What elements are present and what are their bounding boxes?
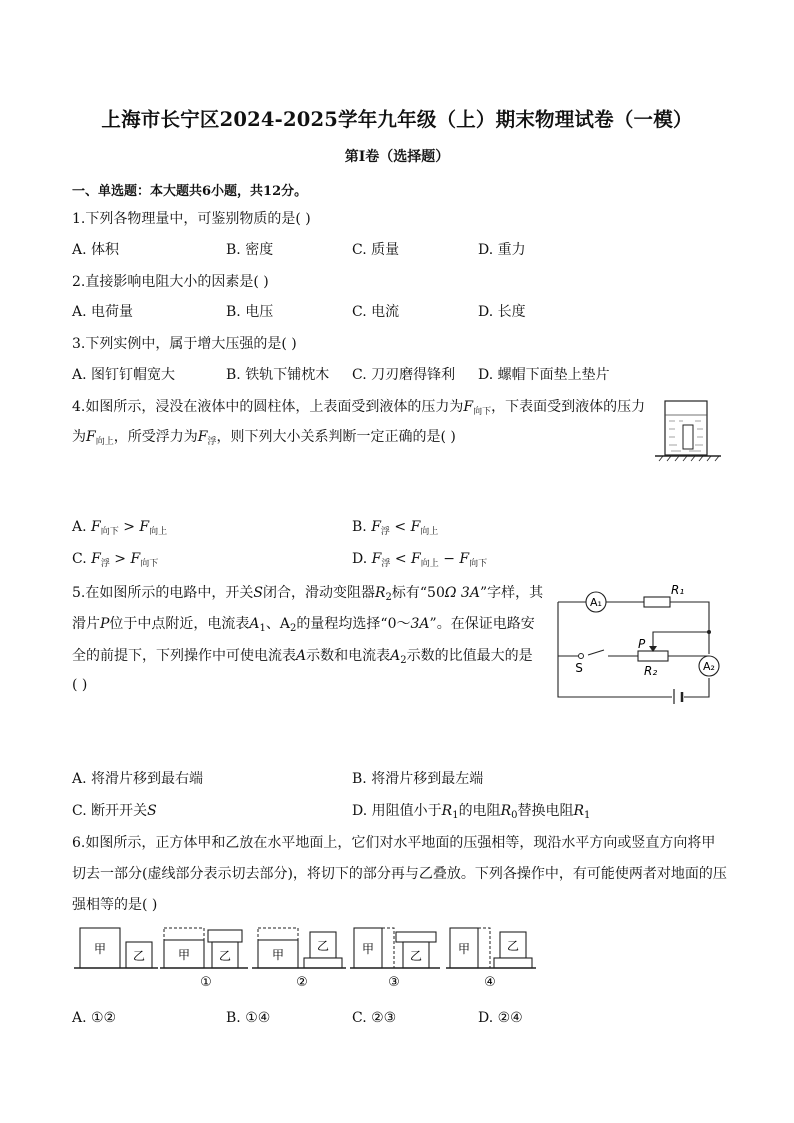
cylinder-in-liquid-figure	[655, 395, 725, 467]
q2-option-d: D. 长度	[478, 304, 526, 320]
q3-option-b: B. 铁轨下铺枕木	[226, 367, 330, 383]
volume-title: 第Ⅰ卷（选择题）	[344, 149, 450, 165]
question-5-line-4: ( )	[72, 677, 88, 693]
figure-case-3	[350, 928, 440, 990]
case-3-number: ③	[388, 975, 400, 990]
svg-text:乙: 乙	[218, 949, 232, 963]
ammeter-a2-label: A₂	[703, 660, 715, 673]
figure-case-1	[160, 928, 248, 990]
case-4-number: ④	[484, 975, 496, 990]
q6-option-d: D. ②④	[478, 1010, 523, 1026]
figure-case-2	[252, 928, 346, 990]
q3-option-d: D. 螺帽下面垫上垫片	[478, 367, 610, 383]
q4-option-a: A. $F_{向下} > F_{向上}$	[72, 519, 168, 537]
switch-contact	[579, 654, 584, 659]
question-5-line-1: 5.在如图所示的电路中，开关S闭合，滑动变阻器$R_2$标有“50Ω 3A”字样，其	[72, 585, 544, 603]
q1-option-a: A. 体积	[72, 242, 120, 258]
question-1-stem: 1.下列各物理量中，可鉴别物质的是( )	[72, 211, 311, 227]
q5-option-b: B. 将滑片移到最左端	[352, 771, 484, 787]
resistor-r1	[644, 597, 670, 607]
q5-option-c: C. 断开开关S	[72, 803, 157, 819]
circuit-diagram	[552, 580, 728, 704]
q6-option-c: C. ②③	[352, 1010, 397, 1026]
svg-text:甲: 甲	[271, 948, 285, 962]
cylinder	[683, 425, 693, 449]
svg-text:甲: 甲	[177, 948, 191, 962]
q3-option-a: A. 图钉钉帽宽大	[72, 367, 176, 383]
question-6-line-2: 切去一部分(虚线部分表示切去部分)，将切下的部分再与乙叠放。下列各操作中，有可能使两者对地面的压	[72, 866, 727, 882]
page-title: 上海市长宁区2024-2025学年九年级（上）期末物理试卷（一模）	[101, 108, 693, 131]
question-4-line-2: 为$F_{向上}$，所受浮力为$F_浮$，则下列大小关系判断一定正确的是( )	[72, 429, 456, 447]
q5-option-a: A. 将滑片移到最右端	[72, 771, 204, 787]
svg-text:乙: 乙	[316, 939, 330, 953]
rheostat-r2-label: R₂	[644, 664, 658, 678]
q1-option-d: D. 重力	[478, 242, 526, 258]
q6-option-b: B. ①④	[226, 1010, 271, 1026]
cubes-figure	[72, 922, 538, 992]
battery	[674, 689, 682, 704]
svg-text:甲: 甲	[93, 942, 107, 956]
case-1-number: ①	[200, 975, 212, 990]
q1-option-b: B. 密度	[226, 242, 274, 258]
question-4-line-1: 4.如图所示，浸没在液体中的圆柱体，上表面受到液体的压力为$F_{向下}$，下表面受到液体的压力	[72, 399, 646, 417]
q4-option-c: C. $F_浮 > F_{向下}$	[72, 551, 159, 569]
q2-option-a: A. 电荷量	[72, 304, 134, 320]
question-2-stem: 2.直接影响电阻大小的因素是( )	[72, 274, 269, 290]
section-heading: 一、单选题：本大题共6小题，共12分。	[72, 184, 308, 199]
ammeter-a1-label: A₁	[590, 596, 602, 609]
svg-text:乙: 乙	[132, 949, 146, 963]
q2-option-b: B. 电压	[226, 304, 274, 320]
question-5-line-3: 全的前提下，下列操作中可使电流表A示数和电流表$A_2$示数的比值最大的是	[72, 648, 533, 666]
resistor-r1-label: R₁	[671, 583, 685, 597]
q3-option-c: C. 刀刃磨得锋利	[352, 367, 456, 383]
junction-dot	[707, 630, 711, 634]
q1-option-c: C. 质量	[352, 242, 400, 258]
question-6-line-3: 强相等的是( )	[72, 897, 158, 913]
question-3-stem: 3.下列实例中，属于增大压强的是( )	[72, 336, 297, 352]
figure-original	[74, 928, 158, 968]
svg-text:乙: 乙	[409, 949, 423, 963]
case-2-number: ②	[296, 975, 308, 990]
q4-option-b: B. $F_浮 < F_{向上}$	[352, 519, 439, 537]
rheostat-r2	[638, 651, 668, 661]
q5-option-d: D. 用阻值小于$R_1$的电阻$R_0$替换电阻$R_1$	[352, 803, 591, 821]
svg-text:乙: 乙	[506, 939, 520, 953]
circuit-wires	[558, 602, 709, 697]
figure-case-4	[446, 928, 536, 990]
question-6-line-1: 6.如图所示，正方体甲和乙放在水平地面上，它们对水平地面的压强相等，现沿水平方向或竖直方向将甲	[72, 835, 716, 851]
q4-option-d: D. $F_浮 < F_{向上} - F_{向下}$	[352, 551, 488, 569]
switch-s-label: S	[575, 661, 583, 675]
q6-option-a: A. ①②	[72, 1010, 117, 1026]
slider-p-label: P	[638, 637, 646, 651]
svg-text:甲: 甲	[361, 942, 375, 956]
question-5-line-2: 滑片P位于中点附近，电流表$A_1$、$A_2$的量程均选择“0～3A”。在保证电路安	[72, 616, 535, 634]
q2-option-c: C. 电流	[352, 304, 400, 320]
svg-text:甲: 甲	[457, 942, 471, 956]
